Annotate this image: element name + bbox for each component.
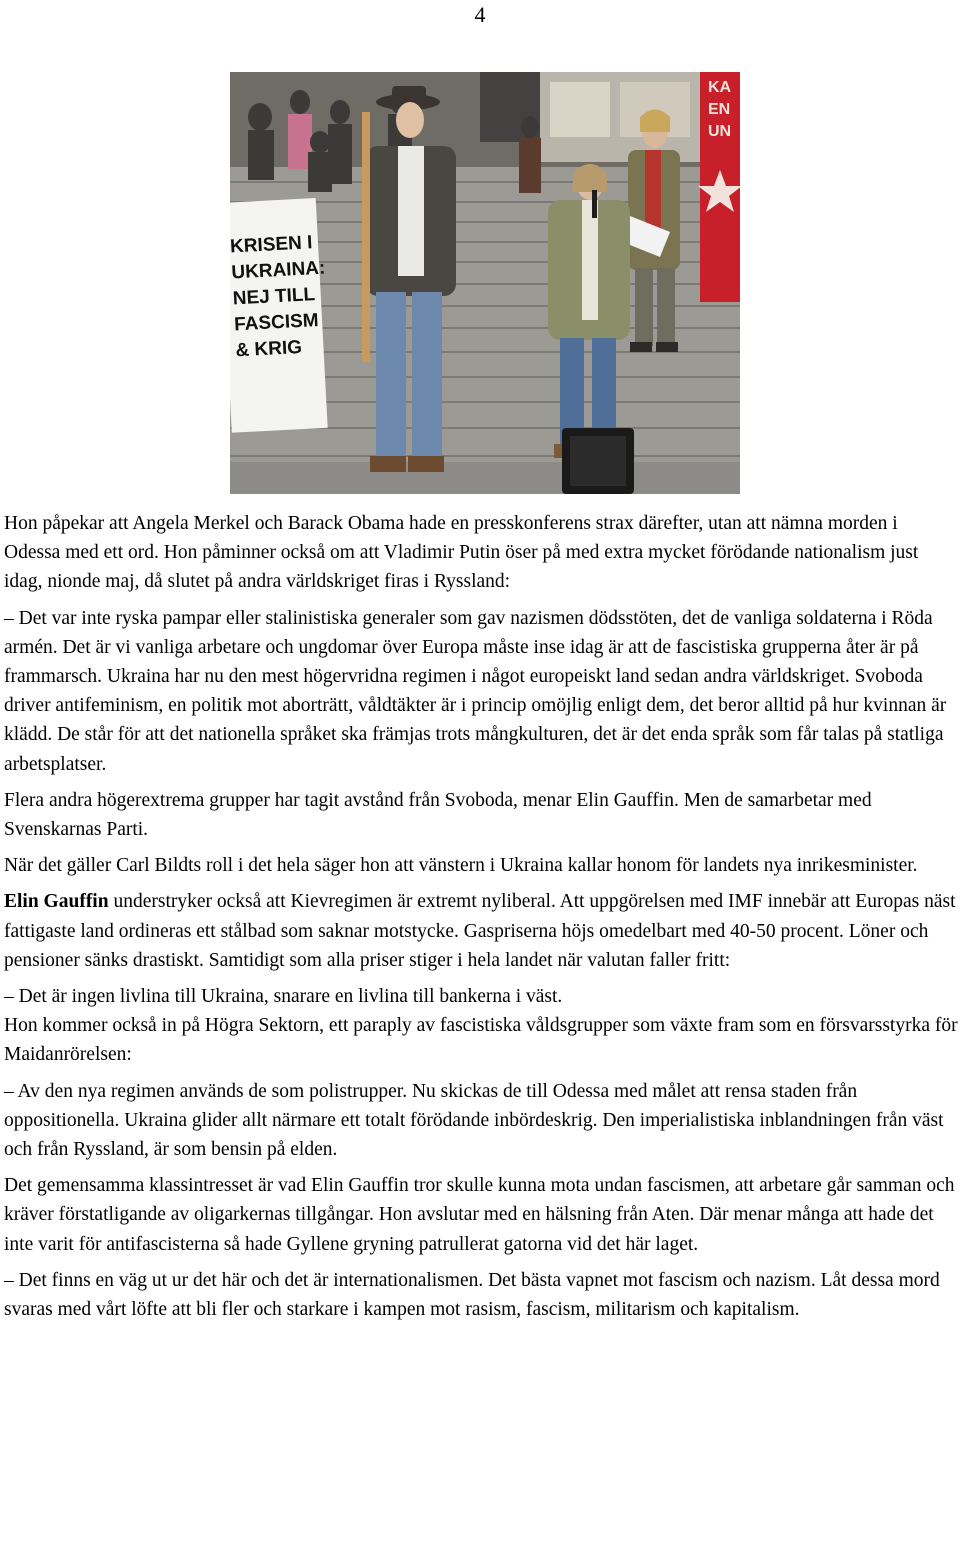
paragraph-5 (4, 887, 958, 975)
page-number: 4 (474, 2, 486, 27)
paragraph-2: – Det var inte ryska pampar eller stalinistiska generaler som gav nazismen dödsstöten, det de vanliga soldaterna i Röda armén. Det är vi vanliga arbetare och ungdomar över Europa måste inse idag är att de fascistiska grupperna åter är på frammarsch. Ukraina har nu den mest högervridna regimen i något europeiskt land sedan andra världskriget. Svoboda driver antifeminism, en politik mot aborträtt, våldtäkter är i princip omöjlig enligt dem, det beror alltid på hur kvinnan är klädd. De står för att det nationella språket ska främjas trots mångkulturen, det är det enda språk som får talas på statliga arbetsplatser. (4, 607, 947, 775)
paragraph-4: När det gäller Carl Bildts roll i det hela säger hon att vänstern i Ukraina kallar honom för landets nya inrikesminister. (4, 855, 918, 877)
banner-fragment-3: UN (708, 123, 732, 140)
sign-line-1: KRISEN I (230, 232, 313, 258)
paragraph-10: – Det finns en väg ut ur det här och det är internationalismen. Det bästa vapnet mot fascism och nazism. Låt dessa mord svaras med vårt löfte att bli fler och starkare i kampen mot rasism, fascism, militarism och kapitalism. (4, 1269, 940, 1321)
banner-fragment-1: KA (708, 79, 732, 96)
paragraph-5-name: Elin Gauffin (4, 891, 109, 913)
sign-line-4: FASCISM (233, 310, 320, 336)
paragraph-9: Det gemensamma klassintresset är vad Elin Gauffin tror skulle kunna mota undan fascismen, att arbetare går samman och kräver förstatligande av oligarkernas tillgångar. Hon avslutar med en hälsning från Aten. Där menar många att hade det inte varit för antifascisterna så hade Gyllene gryning patrullerat gatorna vid det här laget. (4, 1175, 955, 1255)
paragraph-6: – Det är ingen livlina till Ukraina, snarare en livlina till bankerna i väst. (4, 986, 563, 1008)
paragraph-1: Hon påpekar att Angela Merkel och Barack Obama hade en presskonferens strax därefter, utan att nämna morden i Odessa med ett ord. Hon påminner också om att Vladimir Putin öser på med extra mycket förödande nationalism just idag, nionde maj, då slutet på andra världskriget firas i Ryssland: (4, 513, 919, 593)
paragraph-7: Hon kommer också in på Högra Sektorn, ett paraply av fascistiska våldsgrupper som växte fram som en försvarsstyrka för Maidanrörelsen: (4, 1015, 958, 1066)
sign-line-5: & KRIG (234, 336, 303, 362)
paragraph-8: – Av den nya regimen används de som polistrupper. Nu skickas de till Odessa med målet att rensa staden från oppositionella. Ukraina glider allt närmare ett totalt förödande inbördeskrig. Den imperialistiska inblandningen från väst och från Ryssland, är som bensin på elden. (4, 1080, 944, 1161)
sign-line-3: NEJ TILL (232, 284, 316, 310)
paragraph-5-body: understryker också att Kievregimen är extremt nyliberal. Att uppgörelsen med IMF innebär att Europas näst fattigaste land ordineras ett stålbad som saknar motstycke. Gaspriserna höjs omedelbart med 40-50 procent. Löner och pensioner sänks drastiskt. Samtidigt som alla priser stiger i hela landet när valutan faller fritt: (4, 891, 956, 971)
banner-fragment-2: EN (708, 101, 731, 118)
paragraph-3: Flera andra högerextrema grupper har tagit avstånd från Svoboda, menar Elin Gauffin. Men de samarbetar med Svenskarnas Parti. (4, 789, 872, 841)
protest-photo (230, 72, 740, 494)
sign-line-2: UKRAINA: (230, 257, 326, 284)
article-text (4, 509, 958, 1331)
